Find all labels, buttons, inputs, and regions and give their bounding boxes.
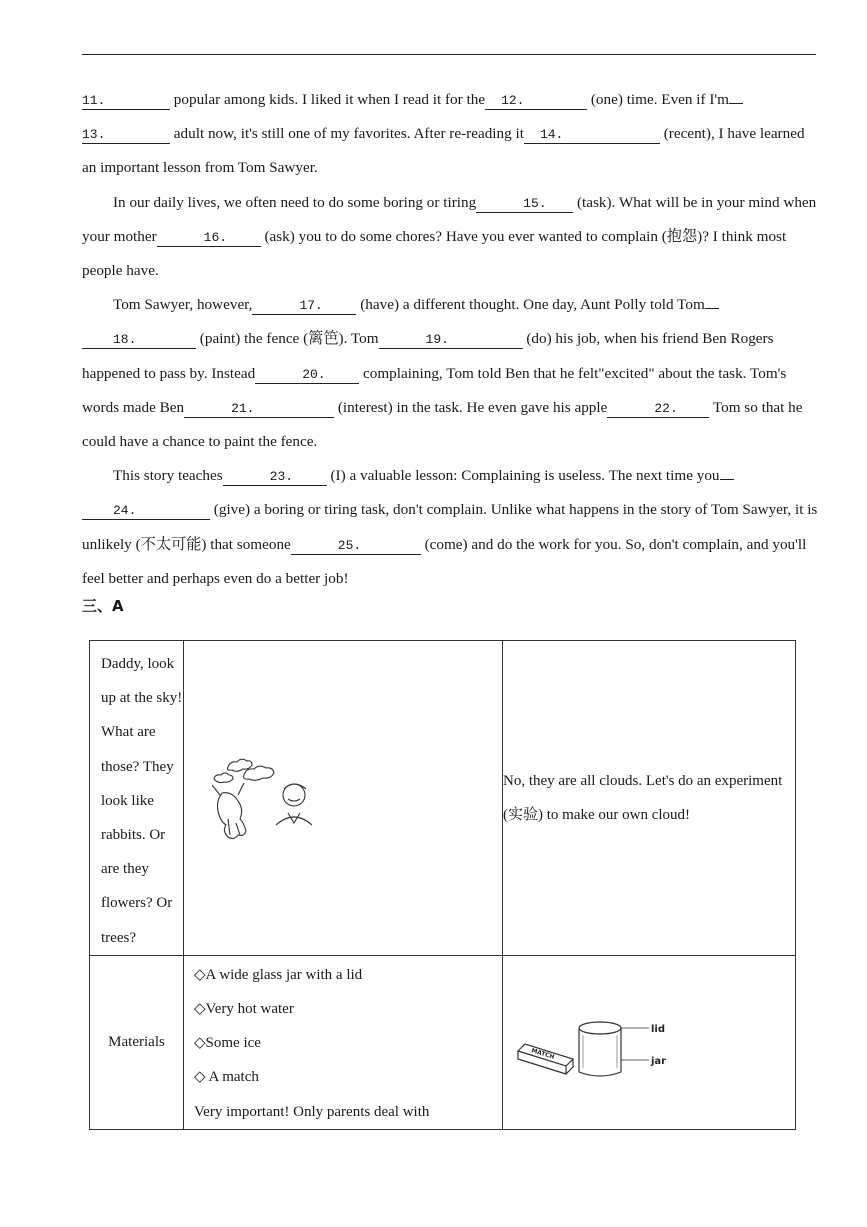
answer-cell — [503, 641, 796, 956]
jar-lid-icon — [579, 1022, 621, 1034]
lid-label: lid — [651, 1024, 666, 1036]
material-item: ◇A wide glass jar with a lid — [194, 966, 363, 983]
section-title: 三、A — [82, 597, 124, 615]
jar-and-match-illustration — [503, 956, 795, 1128]
blank-21[interactable]: 21. — [184, 400, 334, 418]
blank-20[interactable]: 20. — [255, 366, 359, 384]
blank-19[interactable]: 19. — [379, 331, 523, 349]
jar-picture-cell — [503, 955, 796, 1129]
cloud-icon — [214, 773, 233, 783]
blank-14[interactable]: 14. — [524, 126, 660, 144]
jar-icon — [579, 1028, 621, 1076]
child-father-illustration — [184, 643, 502, 953]
matchbox-icon — [518, 1044, 573, 1074]
blank-16[interactable]: 16. — [157, 229, 261, 247]
material-item: ◇ A match — [194, 1069, 259, 1086]
blank-11[interactable]: 11. — [82, 92, 170, 110]
paragraph-2: In our daily lives, we often need to do some boring or tiring 15. (task). What will be in your mind when your mother 16. (ask) you to do some chores? Have you ever wanted to complain (抱怨)? I think most people have. — [82, 193, 817, 280]
safety-note: Very important! Only parents deal with — [194, 1103, 430, 1120]
header-rule — [82, 54, 816, 55]
blank-23[interactable]: 23. — [223, 468, 327, 486]
question-cell — [90, 641, 184, 956]
paragraph-3: Tom Sawyer, however, 17. (have) a different thought. One day, Aunt Polly told Tom 18. (paint) the fence (篱笆). Tom 19. (do) his job, when his friend Ben Rogers happened to pass by. Instead 20. complaining, Tom told Ben that he felt"excited" about the task. Tom's words made Ben 21. (interest) in the task. He even gave his apple 22. Tom so that he could have a chance to paint the fence. — [82, 296, 803, 451]
paragraph-4: This story teaches 23. (I) a valuable lesson: Complaining is useless. The next time you 24. (give) a boring or tiring task, don't complain. Unlike what happens in the story of Tom Sawyer, it is unlikely (不太可能) that someone 25. (come) and do the work for you. So, don't complain, and you'll feel better and perhaps even do a better job! — [82, 467, 818, 587]
blank-17[interactable]: 17. — [252, 297, 356, 315]
blank-25[interactable]: 25. — [291, 537, 421, 555]
blank-15[interactable]: 15. — [476, 195, 573, 213]
blank-22[interactable]: 22. — [607, 400, 709, 418]
paragraph-1: 11. popular among kids. I liked it when I read it for the 12. (one) time. Even if I'm 13. adult now, it's still one of my favorites. After re-reading it 14. (recent), I have learned an important lesson from Tom Sawyer. — [82, 91, 805, 177]
passage — [82, 83, 818, 596]
answer-text: No, they are all clouds. Let's do an experiment (实验) to make our own cloud! — [503, 772, 783, 823]
blank-24[interactable]: 24. — [82, 502, 210, 520]
jar-label: jar — [651, 1056, 667, 1068]
materials-list — [184, 955, 503, 1129]
blank-18[interactable]: 18. — [82, 331, 196, 349]
materials-label: Materials — [90, 955, 184, 1129]
blank-12[interactable]: 12. — [485, 92, 587, 110]
picture-cell — [184, 641, 503, 956]
experiment-table — [89, 640, 796, 1130]
question-text: Daddy, look up at the sky! What are those? They look like rabbits. Or are they flowers? Or trees? — [101, 656, 183, 946]
material-item: ◇Very hot water — [194, 1001, 294, 1018]
matchbox-label: MATCH — [530, 1047, 556, 1062]
material-item: ◇Some ice — [194, 1035, 261, 1052]
blank-13[interactable]: 13. — [82, 126, 170, 144]
